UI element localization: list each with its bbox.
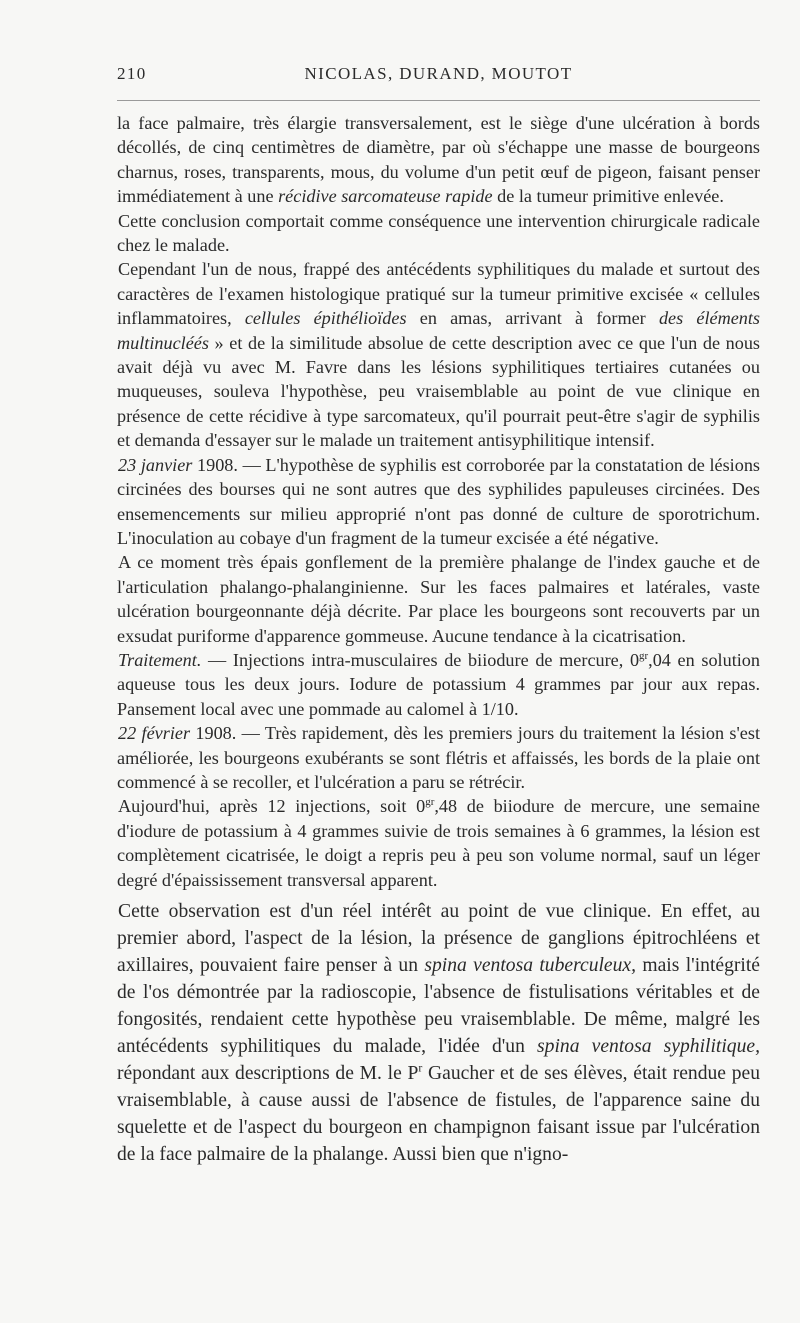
text-run: en amas, arrivant à former [406,308,659,329]
paragraph [117,111,760,209]
italic-run: spina ventosa syphilitique, [537,1036,760,1057]
body-text [117,111,760,1168]
paragraph: Cette conclusion comportait comme conséquence une intervention chirurgicale radicale chez le malade. [117,210,760,256]
running-head: NICOLAS, DURAND, MOUTOT [304,64,573,83]
italic-run: spina ventosa tuberculeux, [424,955,637,976]
text-run: ,04 en solution aqueuse tous les deux jours. Iodure de potassium 4 grammes par jour aux repas. Pansement local avec une pommade au calomel à 1/10. [117,649,760,719]
paragraph [117,648,760,721]
header-rule [117,100,760,101]
page-number: 210 [117,64,147,83]
date-label: 23 janvier [118,454,193,475]
paragraph [117,453,760,551]
text-run: Gaucher et de ses élèves, était rendue peu vraisemblable, à cause aussi de l'absence de fistules, de l'apparence saine du squelette et de l'aspect du bourgeon en champignon faisant issue par l'ulcération de la face palmaire de la phalange. Aussi bien que n'igno- [117,1063,760,1165]
paragraph-large [117,898,760,1168]
superscript: gr [425,796,435,809]
paragraph: A ce moment très épais gonflement de la première phalange de l'index gauche et de l'articulation phalango-phalanginienne. Sur les faces palmaires et latérales, vaste ulcération bourgeonnante déjà décrite. Par place les bourgeons sont recouverts par un exsudat puriforme d'apparence gommeuse. Aucune tendance à la cicatrisation. [117,552,760,646]
text-run: répondant aux descriptions de M. le P [117,1063,419,1084]
text-run: ,48 de biiodure de mercure, une semaine d'iodure de potassium à 4 grammes suivie de trois semaines à 6 grammes, la lésion est complètement cicatrisée, le doigt a repris peu à peu son volume normal, sauf un léger degré d'épaississement transversal apparent. [117,796,760,890]
paragraph [117,794,760,892]
text-run: 1908. — L'hypothèse de syphilis est corroborée par la constatation de lésions circinées des bourses qui ne sont autres que des syphilides papuleuses circinées. Des ensemencements sur milieu approprié n'ont pas donné de culture de sporotrichum. L'inoculation au cobaye d'un fragment de la tumeur excisée a été négative. [117,454,760,548]
italic-run: cellules épithélioïdes [244,308,407,329]
date-label: 22 février [118,723,191,744]
paragraph [117,721,760,794]
section-label: Traitement. [118,649,202,670]
italic-run: des éléments multinucléés [117,308,761,353]
text-run: la face palmaire, très élargie transversalement, est le siège d'une ulcération à bords décollés, de cinq centimètres de diamètre, par où s'échappe une masse de bourgeons charnus, roses, transparents, mous, du volume d'un petit œuf de pigeon, faisant penser immédiatement à une [117,113,760,207]
paragraph [117,257,760,452]
page-header [117,60,760,90]
superscript: r [418,1061,423,1075]
italic-run: récidive sarcomateuse rapide [278,186,493,207]
text-run: 1908. — Très rapidement, dès les premiers jours du traitement la lésion s'est améliorée, les bourgeons exubérants se sont flétris et affaissés, les bords de la plaie ont commencé à se recoller, et l'ulcération a paru se rétrécir. [117,723,760,792]
text-run: » et de la similitude absolue de cette description avec ce que l'un de nous avait déjà vu avec M. Favre dans les lésions syphilitiques tertiaires cutanées ou muqueuses, souleva l'hypothèse, peu vraisemblable au point de vue clinique en présence de cette récidive à type sarcomateux, qu'il pourrait peut-être s'agir de syphilis et demanda d'essayer sur le malade un traitement antisyphilitique intensif. [117,332,760,451]
text-run: Aujourd'hui, après 12 injections, soit 0 [118,796,426,817]
text-run: mais l'intégrité de l'os démontrée par la radioscopie, l'absence de fistulisations véritables et de fongosités, rendaient cette hypothèse peu vraisemblable. De même, malgré les antécédents syphilitiques du malade, l'idée d'un [117,955,760,1057]
superscript: gr [639,649,649,662]
text-run: Cependant l'un de nous, frappé des antécédents syphilitiques du malade et surtout des caractères de l'examen histologique pratiqué sur la tumeur primitive excisée « cellules inflammatoires, [117,259,760,329]
text-run: — Injections intra-musculaires de biiodure de mercure, 0 [201,649,640,670]
text-run: de la tumeur primitive enlevée. [492,186,724,207]
text-run: Cette observation est d'un réel intérêt au point de vue clinique. En effet, au premier abord, l'aspect de la lésion, la présence de ganglions épitrochléens et axillaires, pouvaient faire penser à un [117,901,760,976]
